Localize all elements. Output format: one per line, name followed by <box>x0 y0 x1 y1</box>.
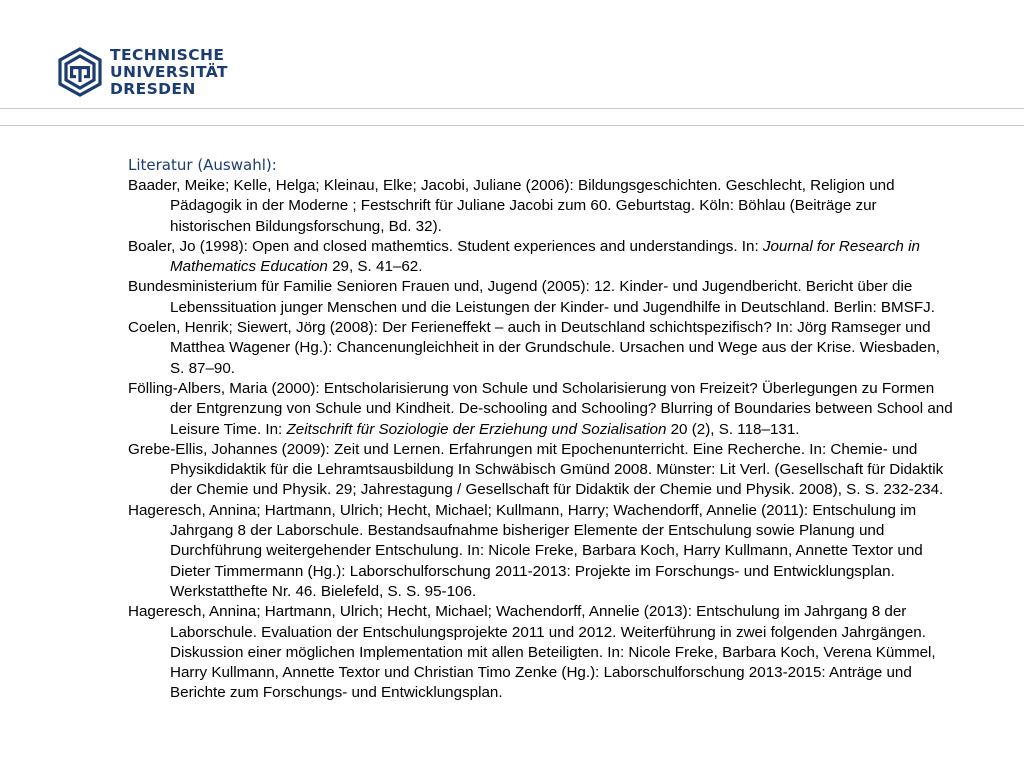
reference-item <box>128 176 958 237</box>
header-divider-bottom <box>0 125 1024 126</box>
reference-source-title: Journal for Research in Mathematics Education <box>170 237 920 276</box>
university-name-line2: UNIVERSITÄT <box>110 63 228 81</box>
reference-item <box>128 237 958 278</box>
reference-text: Bundesministerium für Familie Senioren Frauen und, Jugend (2005): 12. Kinder- und Jugendbericht. Bericht über die Lebenssituation junger Menschen und die Leistungen der Kinder- und Jugendhilfe in Deutschland. Berlin: BMSFJ. <box>128 278 935 316</box>
tu-dresden-logo-icon <box>56 46 104 98</box>
reference-text: Coelen, Henrik; Siewert, Jörg (2008): Der Ferieneffekt – auch in Deutschland schichtspezifisch? In: Jörg Ramseger und Matthea Wagener (Hg.): Chancenungleichheit in der Grundschule. Ursachen und Wege aus der Krise. Wiesbaden, S. 87–90. <box>128 319 940 377</box>
section-title: Literatur (Auswahl): <box>128 156 277 174</box>
university-name-line3: DRESDEN <box>110 80 196 98</box>
reference-text: Boaler, Jo (1998): Open and closed mathemtics. Student experiences and understandings. In: <box>128 237 763 255</box>
header-divider-top <box>0 108 1024 109</box>
reference-item <box>128 277 958 318</box>
slide-content <box>128 155 958 704</box>
university-name <box>110 47 228 98</box>
reference-text: 29, S. 41–62. <box>327 258 423 276</box>
reference-item <box>128 602 958 703</box>
reference-source-title: Zeitschrift für Soziologie der Erziehung und Sozialisation <box>286 420 667 438</box>
university-name-line1: TECHNISCHE <box>110 46 225 64</box>
reference-text: Hageresch, Annina; Hartmann, Ulrich; Hecht, Michael; Kullmann, Harry; Wachendorff, Annelie (2011): Entschulung im Jahrgang 8 der Laborschule. Bestandsaufnahme bisheriger Elemente der Entschulung sowie Planung und Durchführung weitergehender Entschulung. In: Nicole Freke, Barbara Koch, Harry Kullmann, Annette Textor und Dieter Timmermann (Hg.): Laborschulforschung 2011-2013: Projekte im Forschungs- und Entwicklungsplan. Werkstatthefte Nr. 46. Bielefeld, S. S. 95-106. <box>128 501 923 600</box>
reference-text: Fölling-Albers, Maria (2000): Entscholarisierung von Schule und Scholarisierung von Freizeit? Überlegungen zu Formen der Entgrenzung von Schule und Kindheit. De-schooling and Schooling? Blurring of Boundaries between School and Leisure Time. In: <box>128 379 953 438</box>
reference-text: Baader, Meike; Kelle, Helga; Kleinau, Elke; Jacobi, Juliane (2006): Bildungsgeschichten. Geschlecht, Religion und Pädagogik in der Moderne ; Festschrift für Juliane Jacobi zum 60. Geburtstag. Köln: Böhlau (Beiträge zur historischen Bildungsforschung, Bd. 32). <box>128 177 895 235</box>
reference-text: Grebe-Ellis, Johannes (2009): Zeit und Lernen. Erfahrungen mit Epochenunterricht. Eine Recherche. In: Chemie- und Physikdidaktik für die Lehramtsausbildung In Schwäbisch Gmünd 2008. Münster: Lit Verl. (Gesellschaft für Didaktik der Chemie und Physik. 29; Jahrestagung / Gesellschaft für Didaktik der Chemie und Physik. 2008), S. S. 232-234. <box>128 440 944 499</box>
reference-item <box>128 318 958 379</box>
reference-item <box>128 379 958 440</box>
reference-list <box>128 176 958 704</box>
reference-item <box>128 440 958 501</box>
page-header <box>0 0 1024 128</box>
reference-text: Hageresch, Annina; Hartmann, Ulrich; Hecht, Michael; Wachendorff, Annelie (2013): Entschulung im Jahrgang 8 der Laborschule. Evaluation der Entschulungsprojekte 2011 und 2012. Weiterführung in zwei folgenden Jahrgängen. Diskussion einer möglichen Implementation mit allen Beteiligten. In: Nicole Freke, Barbara Koch, Verena Kümmel, Harry Kullmann, Annette Textor und Christian Timo Zenke (Hg.): Laborschulforschung 2013-2015: Anträge und Berichte zum Forschungs- und Entwicklungsplan. <box>128 603 936 702</box>
reference-text: 20 (2), S. 118–131. <box>666 420 800 438</box>
reference-item <box>128 501 958 602</box>
